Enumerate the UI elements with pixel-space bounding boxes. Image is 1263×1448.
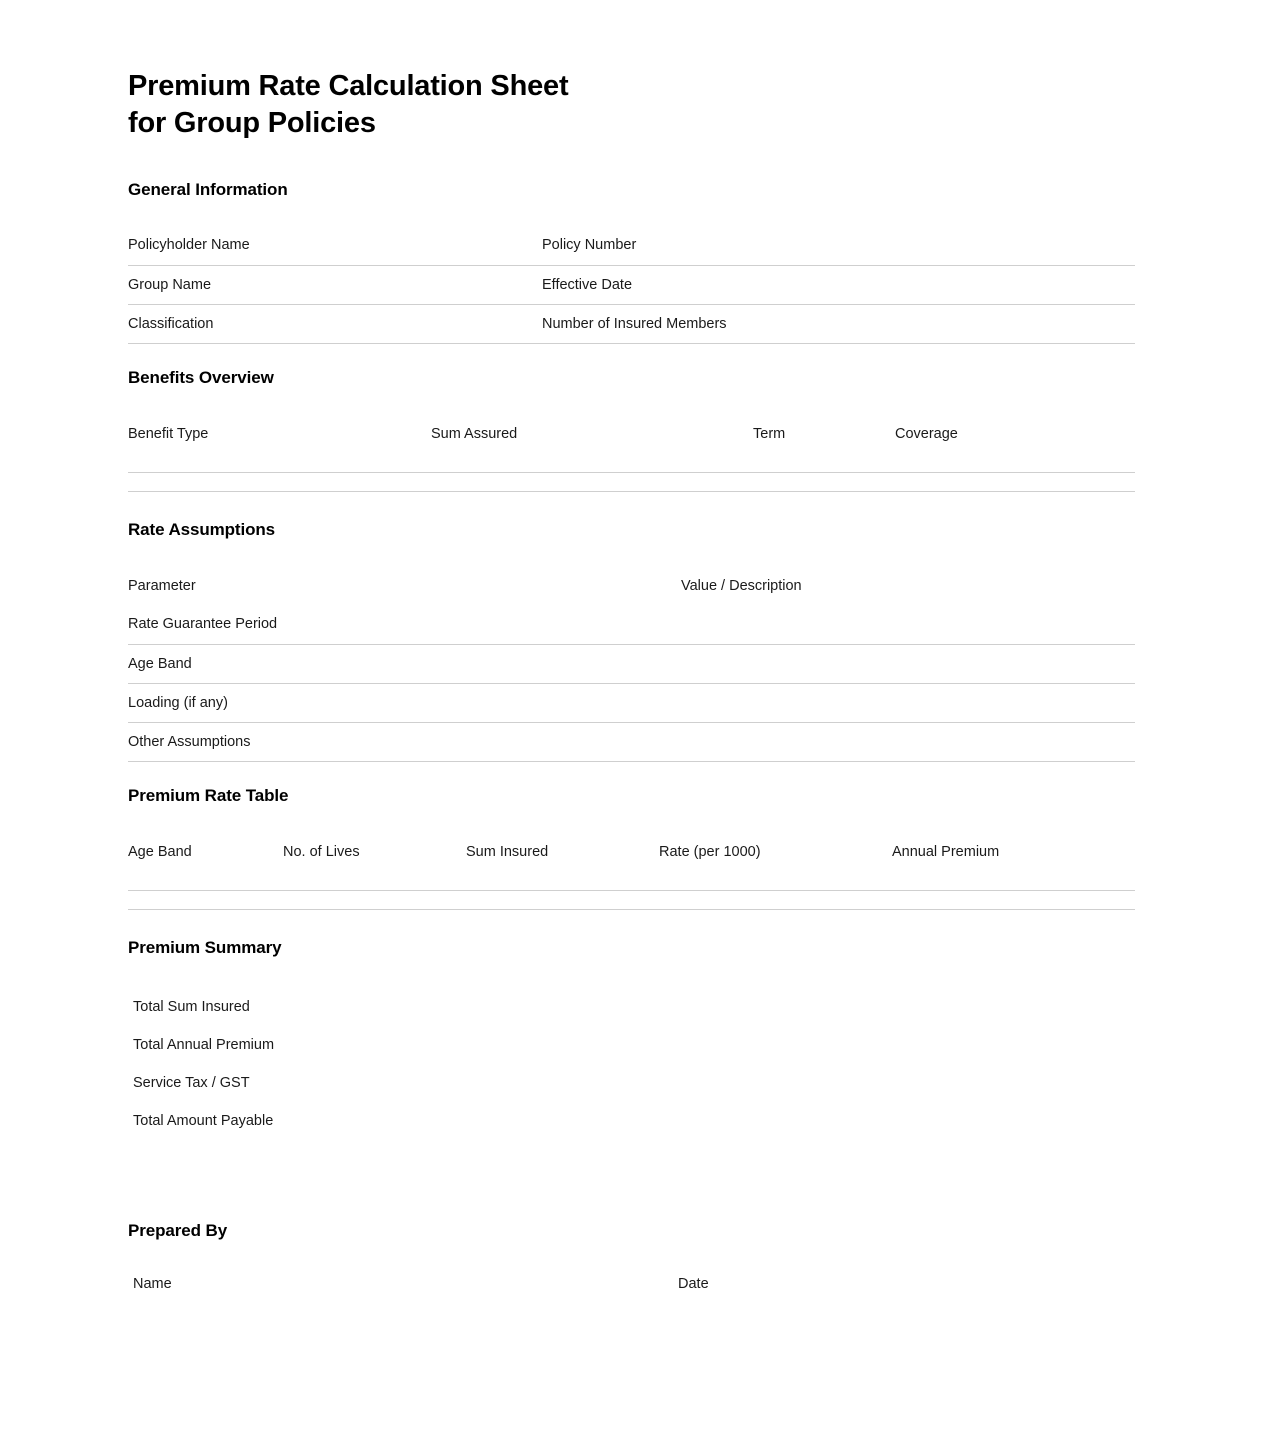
section-heading-premium-rate-table: Premium Rate Table	[128, 786, 289, 805]
table-row	[128, 1269, 709, 1299]
section-general-information	[128, 180, 1135, 344]
section-heading-general-information: General Information	[128, 180, 288, 199]
premium-rate-cell-no-of-lives[interactable]	[283, 890, 466, 909]
rate-assumptions-value-age-band[interactable]	[681, 644, 1135, 683]
general-info-label-number-of-insured-members: Number of Insured Members	[542, 304, 1135, 343]
general-info-label-policy-number: Policy Number	[542, 226, 1135, 265]
table-row[interactable]	[128, 472, 1135, 491]
rate-assumptions-column-parameter: Parameter	[128, 577, 196, 594]
premium-rate-column-sum-insured: Sum Insured	[466, 843, 549, 860]
premium-rate-column-no-of-lives: No. of Lives	[283, 843, 360, 860]
general-info-label-effective-date: Effective Date	[542, 265, 1135, 304]
document-body	[128, 0, 1136, 1292]
rate-assumptions-value-other-assumptions[interactable]	[681, 722, 1135, 761]
rate-assumptions-label-age-band: Age Band	[128, 644, 681, 683]
rate-assumptions-label-loading: Loading (if any)	[128, 683, 681, 722]
table-row[interactable]	[128, 890, 1135, 909]
benefits-cell-coverage[interactable]	[895, 472, 1135, 491]
section-heading-prepared-by: Prepared By	[128, 1221, 228, 1240]
rate-assumptions-value-rate-guarantee-period[interactable]	[681, 605, 1135, 644]
table-row	[128, 265, 1135, 304]
section-prepared-by	[128, 1221, 709, 1299]
section-benefits-overview	[128, 368, 1135, 492]
table-row	[128, 605, 1135, 644]
section-premium-summary	[128, 938, 281, 1140]
section-heading-benefits-overview: Benefits Overview	[128, 368, 274, 387]
rate-assumptions-column-value-description: Value / Description	[681, 577, 802, 594]
table-header-row	[128, 566, 1135, 605]
prepared-by-label-name: Name	[133, 1276, 172, 1292]
benefits-cell-benefit-type[interactable]	[128, 472, 431, 491]
section-heading-rate-assumptions: Rate Assumptions	[128, 520, 276, 539]
prepared-by-label-date: Date	[678, 1276, 709, 1292]
benefits-column-term: Term	[753, 425, 786, 442]
premium-rate-cell-sum-insured[interactable]	[466, 871, 659, 890]
section-premium-rate-table	[128, 786, 1135, 910]
table-row	[128, 722, 1135, 761]
general-info-label-classification: Classification	[128, 304, 542, 343]
premium-summary-list	[128, 988, 281, 1140]
benefits-cell-term[interactable]	[753, 453, 895, 472]
general-info-label-policyholder-name: Policyholder Name	[128, 226, 542, 265]
benefits-cell-coverage[interactable]	[895, 453, 1135, 472]
premium-rate-column-age-band: Age Band	[128, 843, 192, 860]
rate-assumptions-label-other-assumptions: Other Assumptions	[128, 722, 681, 761]
benefits-column-sum-assured: Sum Assured	[431, 425, 518, 442]
rate-assumptions-table	[128, 566, 1135, 762]
premium-rate-cell-age-band[interactable]	[128, 871, 283, 890]
rate-assumptions-value-loading[interactable]	[681, 683, 1135, 722]
page-title-line-1: Premium Rate Calculation Sheet	[128, 70, 569, 102]
summary-label-service-tax-gst: Service Tax / GST	[133, 1075, 250, 1091]
prepared-by-grid	[128, 1269, 709, 1299]
rate-assumptions-label-rate-guarantee-period: Rate Guarantee Period	[128, 605, 681, 644]
table-row[interactable]	[128, 453, 1135, 472]
table-header-row	[128, 414, 1135, 453]
summary-label-total-annual-premium: Total Annual Premium	[133, 1037, 275, 1053]
table-row[interactable]	[128, 871, 1135, 890]
general-information-table	[128, 226, 1135, 344]
page-title	[128, 0, 1136, 142]
premium-rate-cell-sum-insured[interactable]	[466, 890, 659, 909]
table-row	[128, 644, 1135, 683]
premium-rate-cell-age-band[interactable]	[128, 890, 283, 909]
table-header-row	[128, 832, 1135, 871]
general-info-label-group-name: Group Name	[128, 265, 542, 304]
section-heading-premium-summary: Premium Summary	[128, 938, 282, 957]
premium-rate-cell-annual-premium[interactable]	[892, 871, 1135, 890]
section-rate-assumptions	[128, 520, 1135, 762]
benefits-cell-sum-assured[interactable]	[431, 453, 753, 472]
premium-rate-column-annual-premium: Annual Premium	[892, 843, 1000, 860]
table-row	[128, 304, 1135, 343]
page-title-line-2: for Group Policies	[128, 107, 376, 139]
benefits-cell-benefit-type[interactable]	[128, 453, 431, 472]
summary-label-total-amount-payable: Total Amount Payable	[133, 1113, 274, 1129]
table-row	[128, 683, 1135, 722]
benefits-column-coverage: Coverage	[895, 425, 958, 442]
table-row	[128, 226, 1135, 265]
benefits-cell-sum-assured[interactable]	[431, 472, 753, 491]
benefits-overview-table	[128, 414, 1135, 492]
premium-rate-cell-annual-premium[interactable]	[892, 890, 1135, 909]
premium-rate-column-rate-per-1000: Rate (per 1000)	[659, 843, 761, 860]
benefits-cell-term[interactable]	[753, 472, 895, 491]
premium-rate-cell-rate-per-1000[interactable]	[659, 871, 892, 890]
summary-label-total-sum-insured: Total Sum Insured	[133, 999, 250, 1015]
premium-rate-table	[128, 832, 1135, 910]
premium-rate-cell-rate-per-1000[interactable]	[659, 890, 892, 909]
premium-rate-cell-no-of-lives[interactable]	[283, 871, 466, 890]
benefits-column-benefit-type: Benefit Type	[128, 425, 209, 442]
